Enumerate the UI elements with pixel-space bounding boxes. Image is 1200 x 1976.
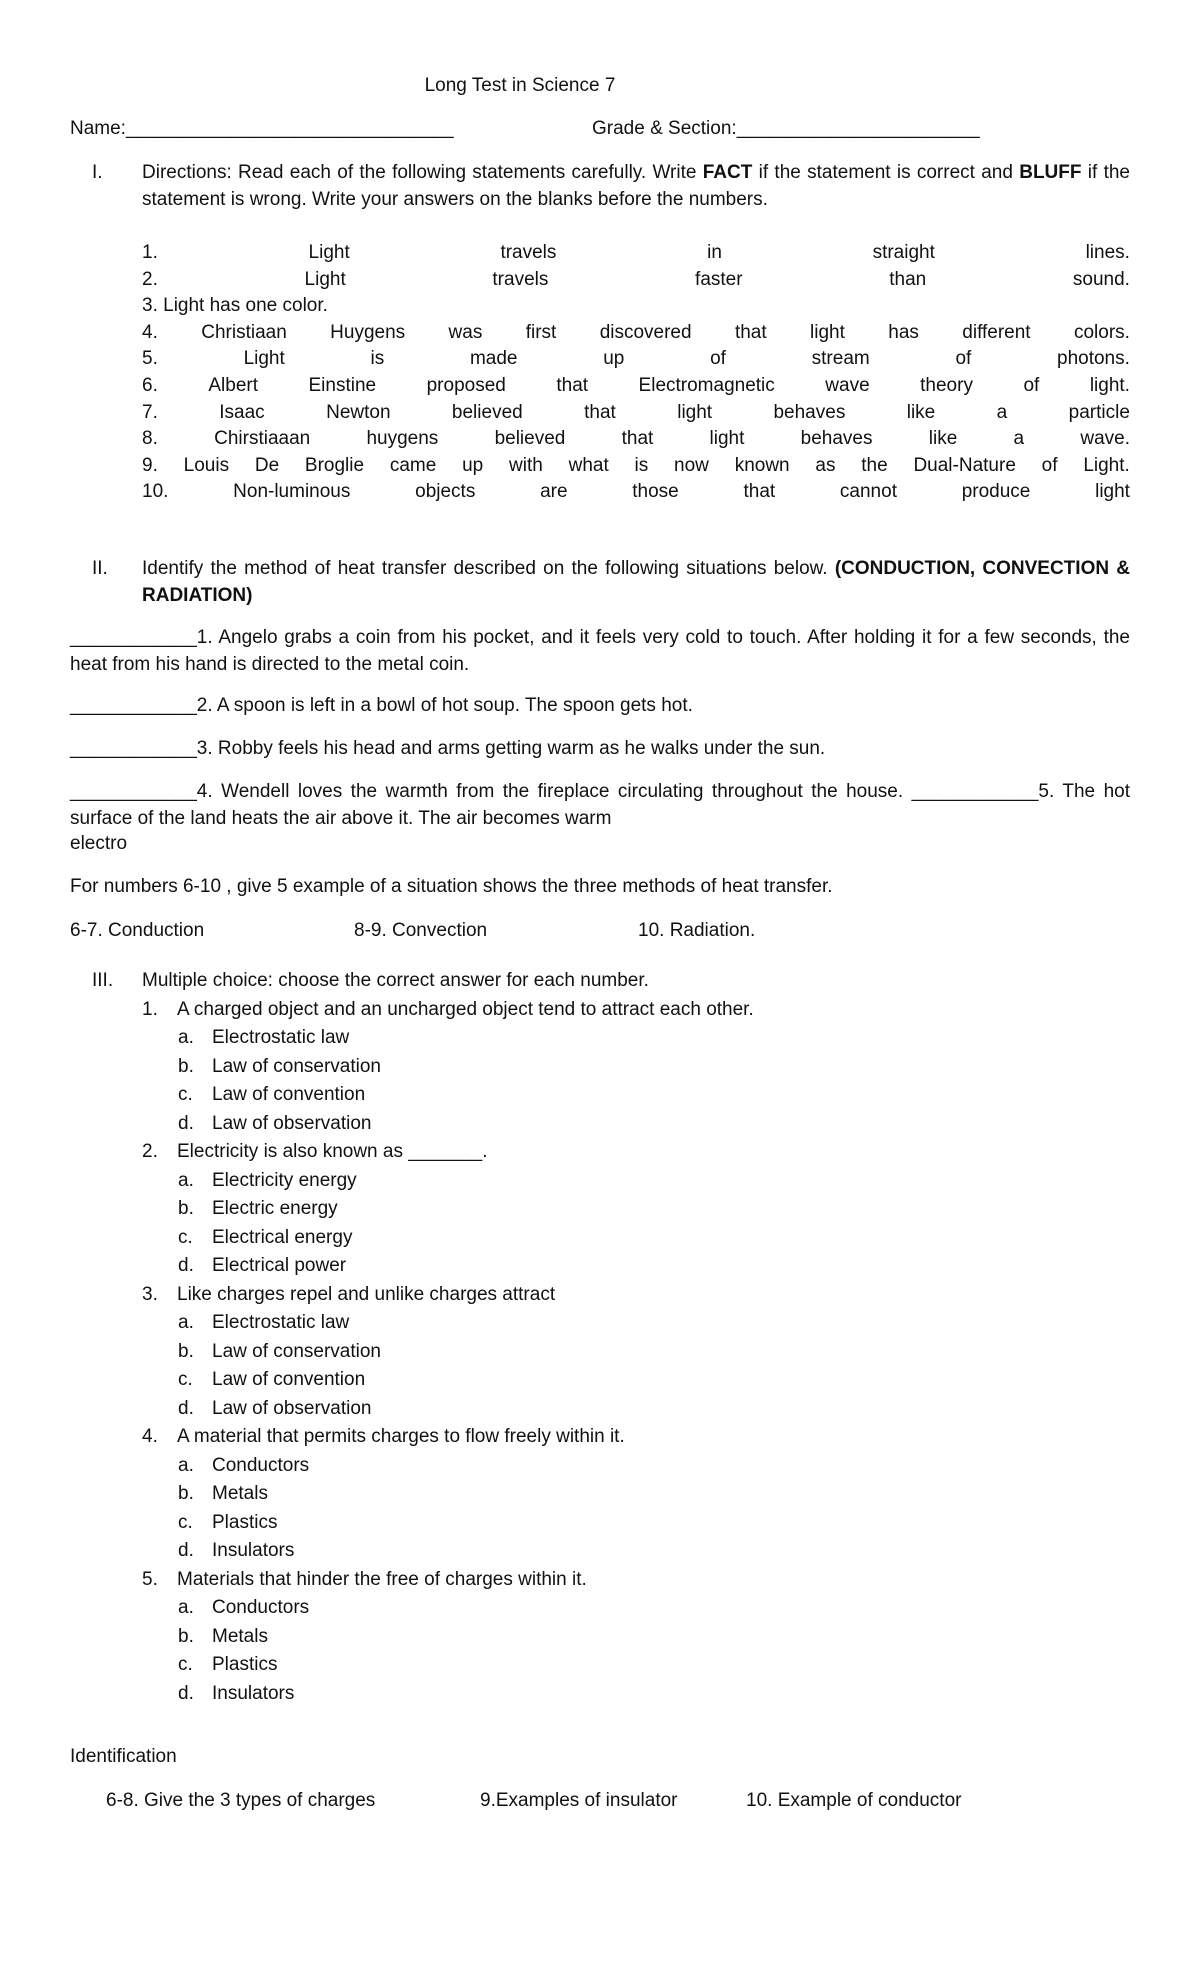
- answer-option: [70, 1538, 1130, 1567]
- heat-item-1: ____________1. Angelo grabs a coin from his pocket, and it feels very cold to touch. After holding it for a few seconds, the heat from his hand is directed to the metal coin.: [70, 627, 1130, 675]
- example-radiation: 10. Radiation.: [638, 920, 756, 941]
- heat-item-4-5: ____________4. Wendell loves the warmth from the fireplace circulating throughout the house. ____________5. The hot surface of the land heats the air above it. The air becomes warm: [70, 781, 1130, 829]
- answer-option: [70, 1225, 1130, 1254]
- option-text: Electrical power: [212, 1255, 347, 1276]
- directions-text: Directions: Read each of the following statements carefully. Write: [142, 162, 703, 183]
- option-text: Law of observation: [212, 1397, 372, 1419]
- option-letter: b.: [178, 1055, 194, 1077]
- directions-text: Identify the method of heat transfer described on the following situations below.: [142, 558, 835, 579]
- student-info-row: [70, 116, 1130, 143]
- heat-item-3: ____________3. Robby feels his head and arms getting warm as he walks under the sun.: [70, 738, 826, 759]
- question-item: [70, 1424, 1130, 1453]
- answer-option: [70, 1681, 1130, 1710]
- question-item: [70, 1282, 1130, 1311]
- grade-section-field[interactable]: Grade & Section:_______________________: [592, 118, 980, 139]
- answer-option: [70, 1652, 1130, 1681]
- fact-keyword: FACT: [702, 162, 753, 183]
- answer-option: [70, 1453, 1130, 1482]
- option-text: Insulators: [212, 1540, 295, 1561]
- answer-option: [70, 1310, 1130, 1339]
- option-letter: d.: [178, 1255, 194, 1276]
- option-text: Metals: [212, 1625, 268, 1647]
- option-letter: d.: [178, 1682, 194, 1704]
- fact-bluff-item: 5. Light is made up of stream of photons.: [142, 348, 1130, 370]
- option-text: Insulators: [212, 1682, 295, 1704]
- name-field[interactable]: Name:_______________________________: [70, 118, 454, 139]
- fact-bluff-item: 10. Non-luminous objects are those that cannot produce light: [142, 481, 1130, 503]
- option-text: Electrostatic law: [212, 1312, 350, 1333]
- question-text: Electricity is also known as _______.: [177, 1141, 488, 1162]
- option-letter: a.: [178, 1597, 194, 1618]
- fact-bluff-item: 8. Chirstiaaan huygens believed that light behaves like a wave.: [142, 428, 1130, 450]
- example-convection: 8-9. Convection: [354, 920, 488, 941]
- option-text: Conductors: [212, 1454, 310, 1476]
- answer-option: [70, 1025, 1130, 1054]
- answer-option: [70, 1082, 1130, 1111]
- option-letter: b.: [178, 1483, 194, 1504]
- identification-item-charges: 6-8. Give the 3 types of charges: [106, 1790, 376, 1811]
- identification-item-conductor: 10. Example of conductor: [746, 1790, 962, 1811]
- question-text: Like charges repel and unlike charges attract: [177, 1283, 556, 1305]
- question-text: A material that permits charges to flow freely within it.: [177, 1426, 625, 1447]
- option-letter: c.: [178, 1369, 193, 1390]
- fact-bluff-item: 2. Light travels faster than sound.: [142, 268, 1130, 290]
- answer-option: [70, 1510, 1130, 1539]
- question-item: [70, 1139, 1130, 1168]
- directions-text: if the statement is wrong. Write your answers on the blanks before the numbers.: [142, 162, 1130, 210]
- fact-bluff-item: 1. Light travels in straight lines.: [142, 242, 1130, 263]
- section-3-directions: [70, 968, 1130, 997]
- question-number: 2.: [142, 1141, 158, 1162]
- answer-option: [70, 1595, 1130, 1624]
- section-2-directions: [70, 556, 1130, 609]
- option-text: Electrostatic law: [212, 1027, 350, 1048]
- option-letter: a.: [178, 1312, 194, 1333]
- heat-item-2: ____________2. A spoon is left in a bowl of hot soup. The spoon gets hot.: [70, 695, 693, 716]
- option-text: Electricity energy: [212, 1169, 357, 1191]
- question-number: 1.: [142, 998, 158, 1020]
- option-text: Conductors: [212, 1597, 310, 1618]
- option-text: Metals: [212, 1483, 268, 1504]
- option-letter: c.: [178, 1084, 193, 1105]
- question-number: 3.: [142, 1283, 158, 1305]
- option-text: Electric energy: [212, 1198, 338, 1219]
- option-letter: c.: [178, 1654, 193, 1675]
- section-2-numeral: II.: [92, 558, 108, 579]
- option-letter: a.: [178, 1027, 194, 1048]
- option-text: Electrical energy: [212, 1226, 353, 1248]
- option-text: Law of convention: [212, 1369, 366, 1390]
- question-number: 5.: [142, 1568, 158, 1590]
- example-conduction: 6-7. Conduction: [70, 920, 205, 941]
- fact-bluff-item: 7. Isaac Newton believed that light behaves like a particle: [142, 401, 1130, 423]
- fact-bluff-item: 4. Christiaan Huygens was first discovered that light has different colors.: [142, 321, 1130, 343]
- option-letter: d.: [178, 1397, 194, 1419]
- answer-option: [70, 1196, 1130, 1225]
- question-text: Materials that hinder the free of charges within it.: [177, 1568, 587, 1590]
- bluff-keyword: BLUFF: [1019, 162, 1082, 183]
- identification-item-insulator: 9.Examples of insulator: [480, 1790, 678, 1811]
- fact-bluff-list: [142, 240, 1130, 506]
- option-text: Law of conservation: [212, 1055, 381, 1077]
- section-1-numeral: I.: [92, 162, 103, 183]
- option-letter: b.: [178, 1198, 194, 1219]
- answer-option: [70, 1367, 1130, 1396]
- fact-bluff-item: 9. Louis De Broglie came up with what is now known as the Dual-Nature of Light.: [142, 454, 1130, 476]
- answer-option: [70, 1339, 1130, 1368]
- answer-option: [70, 1624, 1130, 1653]
- option-letter: b.: [178, 1625, 194, 1647]
- answer-option: [70, 1054, 1130, 1083]
- option-text: Law of convention: [212, 1084, 366, 1105]
- option-text: Law of conservation: [212, 1340, 381, 1362]
- option-letter: b.: [178, 1340, 194, 1362]
- answer-option: [70, 1396, 1130, 1425]
- question-item: [70, 1567, 1130, 1596]
- option-letter: a.: [178, 1169, 194, 1191]
- trailing-text: electro: [70, 833, 128, 854]
- section-1-directions: [70, 160, 1130, 213]
- option-text: Plastics: [212, 1511, 278, 1533]
- multiple-choice-section: [70, 968, 1130, 1709]
- option-text: Law of observation: [212, 1112, 372, 1134]
- question-text: A charged object and an uncharged object tend to attract each other.: [177, 998, 754, 1020]
- section-3-numeral: III.: [92, 970, 114, 991]
- answer-option: [70, 1481, 1130, 1510]
- examples-prompt: For numbers 6-10 , give 5 example of a situation shows the three methods of heat transfer.: [70, 876, 833, 897]
- fact-bluff-item: 6. Albert Einstine proposed that Electromagnetic wave theory of light.: [142, 374, 1130, 396]
- answer-option: [70, 1253, 1130, 1282]
- test-title: Long Test in Science 7: [424, 75, 616, 96]
- identification-heading: Identification: [70, 1746, 177, 1767]
- directions-text: if the statement is correct and: [752, 162, 1020, 183]
- question-number: 4.: [142, 1426, 158, 1447]
- option-letter: c.: [178, 1511, 193, 1533]
- option-letter: c.: [178, 1226, 193, 1248]
- option-text: Plastics: [212, 1654, 278, 1675]
- heat-methods: (CONDUCTION, CONVECTION & RADIATION): [142, 558, 1131, 606]
- option-letter: a.: [178, 1454, 194, 1476]
- option-letter: d.: [178, 1112, 194, 1134]
- answer-option: [70, 1168, 1130, 1197]
- answer-option: [70, 1111, 1130, 1140]
- option-letter: d.: [178, 1540, 194, 1561]
- fact-bluff-item: 3. Light has one color.: [142, 295, 328, 317]
- question-list: [70, 997, 1130, 1710]
- directions-text: Multiple choice: choose the correct answer for each number.: [142, 970, 649, 991]
- question-item: [70, 997, 1130, 1026]
